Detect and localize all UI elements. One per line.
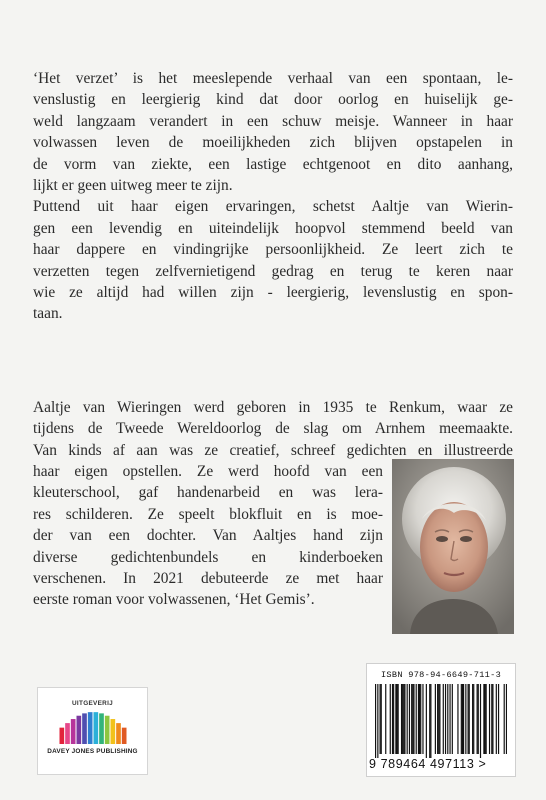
logo-bar [111, 719, 116, 744]
barcode-bar [498, 684, 499, 754]
ean-digits: 9 789464 497113 > [369, 757, 487, 771]
barcode-bar [477, 684, 478, 754]
text-line: de vorm van ziekte, een lastige echtgenoot en dito aanhang, [33, 155, 513, 173]
text-line: haar eigen opstellen. Ze werd hoofd van een [33, 463, 383, 480]
barcode-bar [411, 684, 412, 754]
barcode-bar [404, 684, 405, 754]
logo-bar [94, 712, 99, 744]
barcode-bar [506, 684, 507, 754]
barcode-bar [381, 684, 382, 754]
barcode-bar [380, 684, 381, 754]
logo-bar [77, 716, 82, 744]
barcode-bar [426, 684, 427, 758]
barcode-bar [472, 684, 473, 754]
barcode-bar [449, 684, 450, 754]
text-line: verzetten tegen zelfvernietigend gedrag en terug te keren naar [33, 262, 513, 280]
logo-bar [60, 728, 65, 744]
text-line: ‘Het verzet’ is het meeslepende verhaal van een spontaan, le- [33, 70, 513, 87]
barcode-bar [465, 684, 466, 754]
barcode-bar [430, 684, 431, 758]
barcode-bar [447, 684, 448, 754]
text-line: volwassen leven de moeilijkheden zich blijven opstapelen in [33, 134, 513, 152]
barcode-bar [463, 684, 464, 754]
barcode-bar [420, 684, 421, 754]
barcode-bar [422, 684, 423, 754]
author-bio-wrapped [33, 461, 383, 611]
logo-bar [99, 713, 104, 744]
barcode-bar [468, 684, 469, 754]
logo-bar [105, 716, 110, 744]
barcode-bar [418, 684, 419, 754]
barcode-bar [489, 684, 490, 754]
text-line: verschenen. In 2021 debuteerde ze met haar [33, 570, 383, 588]
ean-barcode [375, 684, 507, 758]
isbn-barcode-box [366, 663, 516, 777]
barcode-bar [443, 684, 444, 754]
text-line: weld langzaam verandert in een schuw meisje. Wanneer in haar [33, 112, 513, 130]
barcode-bar [375, 684, 376, 758]
text-line: lijkt er geen uitweg meer te zijn. [33, 177, 233, 195]
barcode-bar [483, 684, 484, 754]
publisher-color-bars [59, 712, 127, 744]
barcode-bar [457, 684, 458, 754]
logo-bar [122, 728, 127, 744]
publisher-top-label: UITGEVERIJ [72, 700, 113, 707]
logo-bar [71, 719, 76, 744]
text-line: der van een dochter. Van Aaltjes hand zijn [33, 527, 383, 545]
logo-bar [82, 713, 87, 744]
logo-bar [88, 712, 93, 744]
barcode-bar [452, 684, 453, 754]
barcode-bar [492, 684, 493, 754]
barcode-bar [416, 684, 417, 754]
barcode-bar [385, 684, 386, 754]
barcode-bar [393, 684, 394, 754]
barcode-bar [484, 684, 485, 754]
barcode-bar [480, 684, 481, 758]
barcode-bar [377, 684, 378, 758]
barcode-bar [462, 684, 463, 754]
text-line: haar dappere en vindingrijke persoonlijkheid. Ze leert zich te [33, 241, 513, 259]
barcode-bar [398, 684, 399, 754]
barcode-bar [409, 684, 410, 754]
text-line: wie ze altijd had willen zijn - leergierig, levenslustig en spon- [33, 284, 513, 302]
barcode-bar [435, 684, 436, 754]
blurb-text [33, 68, 513, 325]
text-line: taan. [33, 305, 63, 323]
text-line: Aaltje van Wieringen werd geboren in 1935 te Renkum, waar ze [33, 399, 513, 416]
text-line: res schilderen. Ze speelt blokfluit en is moe- [33, 505, 383, 523]
text-line: diverse gedichtenbundels en kinderboeken [33, 548, 383, 566]
publisher-name: DAVEY JONES PUBLISHING [47, 748, 138, 755]
author-bio-full-width [33, 397, 513, 461]
barcode-bar [504, 684, 505, 754]
isbn-label: ISBN 978-94-6649-711-3 [380, 670, 502, 680]
barcode-bar [486, 684, 487, 754]
publisher-logo [37, 687, 148, 775]
text-line: gen een levendig en uiteindelijk hoopvol stemmend beeld van [33, 219, 513, 237]
text-line: Van kinds af aan was ze creatief, schreef gedichten en illustreerde [33, 441, 513, 459]
barcode-bar [395, 684, 396, 754]
barcode-bar [412, 684, 413, 754]
barcode-bar [402, 684, 403, 754]
text-line: tijdens de Tweede Wereldoorlog de slag om Arnhem meemaakte. [33, 420, 513, 438]
barcode-bar [390, 684, 391, 754]
text-line: venslustig en leergierig kind dat door oorlog en huiselijk ge- [33, 91, 513, 109]
text-line: kleuterschool, gaf handenarbeid en was lera- [33, 484, 383, 502]
barcode-bar [439, 684, 440, 754]
barcode-bar [403, 684, 404, 754]
barcode-bar [461, 684, 462, 754]
barcode-bar [491, 684, 492, 754]
barcode-bar [473, 684, 474, 754]
barcode-bar [396, 684, 397, 754]
barcode-bar [445, 684, 446, 754]
barcode-bar [496, 684, 497, 754]
barcode-bar [469, 684, 470, 754]
author-portrait [392, 459, 514, 634]
barcode-bar [401, 684, 402, 754]
barcode-bar [407, 684, 408, 754]
logo-bar [65, 723, 70, 744]
barcode-bar [392, 684, 393, 754]
text-line: eerste roman voor volwassenen, ‘Het Gemis’. [33, 591, 315, 609]
barcode-bar [429, 684, 430, 758]
barcode-bar [437, 684, 438, 754]
logo-bar [116, 723, 121, 744]
text-line: Puttend uit haar eigen ervaringen, schetst Aaltje van Wierin- [33, 198, 513, 216]
barcode-bar [478, 684, 479, 754]
barcode-bar [438, 684, 439, 754]
barcode-bar [413, 684, 414, 754]
barcode-bar [419, 684, 420, 754]
